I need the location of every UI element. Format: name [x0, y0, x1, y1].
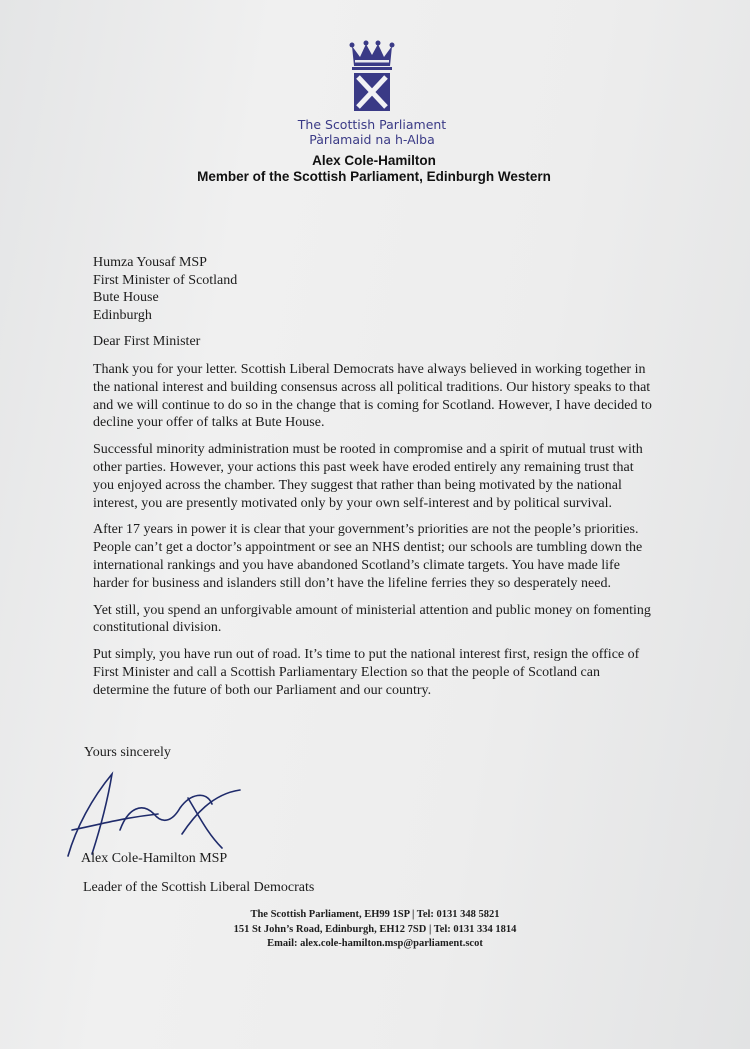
salutation: Dear First Minister	[93, 334, 201, 349]
letter-footer	[200, 908, 550, 952]
footer-line: 151 St John’s Road, Edinburgh, EH12 7SD | Tel: 0131 334 1814	[233, 923, 517, 935]
body-paragraph: After 17 years in power it is clear that your government’s priorities are not the people’s priorities. People can’t get a doctor’s appointment or see an NHS dentist; our schools are tumbling down the international rankings and you have abandoned Scotland’s climate targets. You have made life harder for business and islanders still don’t have the lifeline ferries they so desperately need.	[93, 522, 643, 591]
member-heading	[140, 153, 608, 185]
signoff: Yours sincerely	[84, 745, 171, 760]
handwritten-signature	[62, 768, 252, 860]
body-paragraph: Successful minority administration must be rooted in compromise and a spirit of mutual trust with other parties. However, your actions this past week have eroded entirely any remaining trust that you enjoyed across the chamber. They suggest that rather than being motivated by the national interest, you are presently motivated only by your own self-interest and by political survival.	[93, 442, 643, 511]
member-role: Member of the Scottish Parliament, Edinburgh Western	[197, 169, 551, 184]
parliament-names	[230, 117, 514, 147]
recipient-line: First Minister of Scotland	[93, 272, 238, 288]
body-paragraph: Thank you for your letter. Scottish Liberal Democrats have always believed in working together in the national interest and building consensus across all political traditions. Our history speaks to that and we will continue to do so in the change that is coming for Scotland. However, I have decided to decline your offer of talks at Bute House.	[93, 362, 652, 431]
signer-role: Leader of the Scottish Liberal Democrats	[83, 880, 315, 895]
recipient-address	[93, 254, 237, 324]
footer-line: The Scottish Parliament, EH99 1SP | Tel: 0131 348 5821	[250, 909, 500, 920]
letter-body	[93, 361, 653, 709]
parliament-name-english: The Scottish Parliament	[297, 117, 447, 132]
footer-line: Email: alex.cole-hamilton.msp@parliament.scot	[267, 938, 483, 949]
body-paragraph: Put simply, you have run out of road. It’s time to put the national interest first, resign the office of First Minister and call a Scottish Parliamentary Election so that the people of Scotland can determine the future of both our Parliament and our country.	[93, 647, 640, 698]
recipient-line: Edinburgh	[93, 307, 152, 323]
parliament-name-gaelic: Pàrlamaid na h-Alba	[309, 132, 435, 147]
recipient-line: Humza Yousaf MSP	[93, 255, 207, 270]
signer-name: Alex Cole-Hamilton MSP	[81, 851, 228, 866]
member-name: Alex Cole-Hamilton	[312, 153, 436, 168]
body-paragraph: Yet still, you spend an unforgivable amount of ministerial attention and public money on fomenting constitutional division.	[93, 602, 651, 636]
recipient-line: Bute House	[93, 290, 159, 305]
parliament-crest-icon	[346, 40, 398, 114]
